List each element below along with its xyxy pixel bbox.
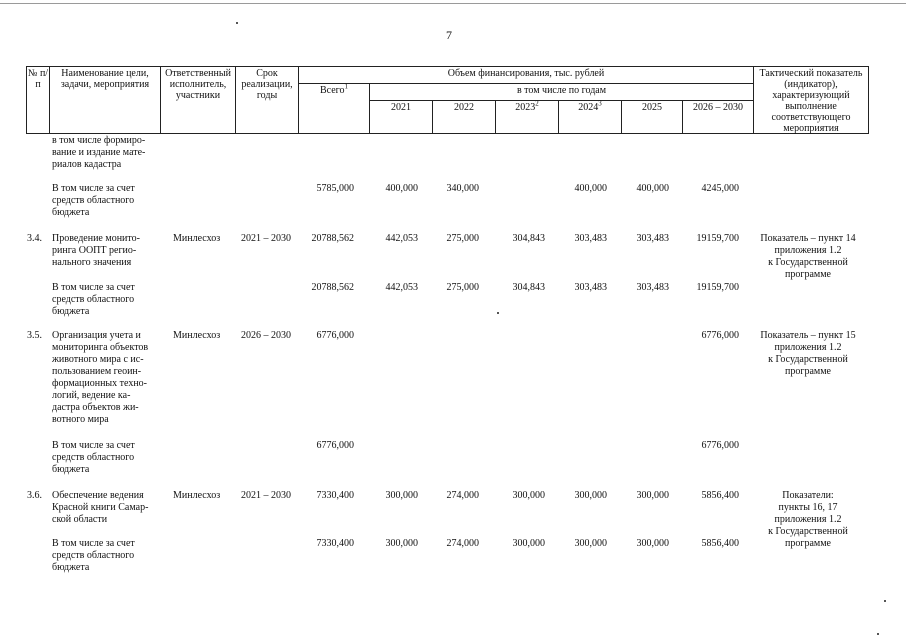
description-line: бюджета <box>52 464 90 475</box>
row-total: 5785,000 <box>316 183 354 194</box>
header-no <box>26 66 50 134</box>
row-year-value: 19159,700 <box>696 233 739 244</box>
row-description <box>52 233 160 269</box>
description-line: логий, ведение ка- <box>52 390 131 401</box>
row-year-value: 300,000 <box>385 538 418 549</box>
description-line: ринга ООПТ регио- <box>52 245 137 256</box>
row-total: 20788,562 <box>311 282 354 293</box>
row-year-value: 400,000 <box>636 183 669 194</box>
row-year-value: 4245,000 <box>701 183 739 194</box>
indicator-line: Показатель – пункт 14 <box>760 233 856 244</box>
indicator-line: к Государственной <box>768 257 848 268</box>
scan-speck <box>877 633 879 635</box>
header-funding <box>298 66 754 84</box>
page-number: 7 <box>446 28 452 42</box>
header-year-2026-2030 <box>682 100 754 134</box>
row-description <box>52 282 160 318</box>
description-line: Организация учета и <box>52 330 141 341</box>
row-description <box>52 183 160 219</box>
description-line: риалов кадастра <box>52 159 122 170</box>
header-by-years-label: в том числе по годам <box>516 85 607 96</box>
row-year-value: 300,000 <box>636 490 669 501</box>
description-line: вотного мира <box>52 414 109 425</box>
description-line: В том числе за счет <box>52 538 135 549</box>
header-total <box>298 83 370 134</box>
header-indicator-label: Тактический показатель (индикатор), характеризующий выполнение соответствующего мероприятия <box>759 68 863 134</box>
header-name-label: Наименование цели, задачи, мероприятия <box>60 68 150 90</box>
description-line: В том числе за счет <box>52 440 135 451</box>
description-line: бюджета <box>52 562 90 573</box>
row-year-value: 300,000 <box>385 490 418 501</box>
header-by-years <box>369 83 754 101</box>
indicator-line: программе <box>785 269 831 280</box>
indicator-line: приложения 1.2 <box>774 342 842 353</box>
description-line: пользованием геоин- <box>52 366 142 377</box>
row-year-value: 303,483 <box>574 233 607 244</box>
row-year-value: 300,000 <box>574 490 607 501</box>
header-year-2024 <box>558 100 622 134</box>
row-indicator <box>752 330 864 378</box>
row-year-value: 19159,700 <box>696 282 739 293</box>
header-total-footnote: 1 <box>344 82 349 91</box>
header-responsible-label: Ответственный исполнитель, участники <box>165 68 231 101</box>
indicator-line: Показатель – пункт 15 <box>760 330 856 341</box>
description-line: бюджета <box>52 207 90 218</box>
header-year-2023 <box>495 100 559 134</box>
header-funding-label: Объем финансирования, тыс. рублей <box>447 68 605 79</box>
description-line: средств областного <box>52 452 135 463</box>
description-line: вание и издание мате- <box>52 147 146 158</box>
description-line: Проведение монито- <box>52 233 140 244</box>
row-year-value: 275,000 <box>446 282 479 293</box>
row-responsible: Минлесхоз <box>173 330 221 341</box>
header-no-label: № п/п <box>27 68 49 90</box>
row-number: 3.4. <box>27 233 42 244</box>
row-description <box>52 135 160 171</box>
description-line: нального значения <box>52 257 132 268</box>
description-line: Красной книги Самар- <box>52 502 149 513</box>
header-year-2021 <box>369 100 433 134</box>
scan-speck <box>497 312 499 314</box>
indicator-line: пункты 16, 17 <box>778 502 838 513</box>
indicator-line: к Государственной <box>768 354 848 365</box>
row-description <box>52 538 160 574</box>
row-year-value: 300,000 <box>636 538 669 549</box>
description-line: в том числе формиро- <box>52 135 146 146</box>
header-year-label: 2023$^2$ <box>515 99 539 113</box>
row-year-value: 6776,000 <box>701 440 739 451</box>
row-year-value: 303,483 <box>636 282 669 293</box>
row-year-value: 300,000 <box>512 490 545 501</box>
description-line: дастра объектов жи- <box>52 402 139 413</box>
indicator-line: приложения 1.2 <box>774 245 842 256</box>
header-name <box>49 66 161 134</box>
scan-speck <box>236 22 238 24</box>
row-year-value: 400,000 <box>385 183 418 194</box>
indicator-line: Показатели: <box>782 490 834 501</box>
row-term: 2021 – 2030 <box>241 233 291 244</box>
row-year-value: 304,843 <box>512 282 545 293</box>
row-year-value: 6776,000 <box>701 330 739 341</box>
row-year-value: 300,000 <box>512 538 545 549</box>
header-term <box>235 66 299 134</box>
row-year-value: 442,053 <box>385 282 418 293</box>
row-description <box>52 330 160 426</box>
row-indicator <box>752 233 864 281</box>
description-line: средств областного <box>52 195 135 206</box>
header-total-label: Всего$^1$ <box>319 82 349 96</box>
row-year-value: 274,000 <box>446 490 479 501</box>
row-year-value: 303,483 <box>636 233 669 244</box>
description-line: ской области <box>52 514 108 525</box>
indicator-line: программе <box>785 538 831 549</box>
row-number: 3.5. <box>27 330 42 341</box>
indicator-line: к Государственной <box>768 526 848 537</box>
row-year-value: 5856,400 <box>701 490 739 501</box>
description-line: формационных техно- <box>52 378 148 389</box>
row-year-value: 303,483 <box>574 282 607 293</box>
row-responsible: Минлесхоз <box>173 233 221 244</box>
description-line: средств областного <box>52 294 135 305</box>
row-year-value: 275,000 <box>446 233 479 244</box>
indicator-line: программе <box>785 366 831 377</box>
header-indicator <box>753 66 869 134</box>
description-line: Обеспечение ведения <box>52 490 144 501</box>
description-line: средств областного <box>52 550 135 561</box>
row-total: 7330,400 <box>316 538 354 549</box>
row-description <box>52 440 160 476</box>
row-year-value: 304,843 <box>512 233 545 244</box>
header-responsible <box>160 66 236 134</box>
header-year-label: 2025 <box>642 102 662 113</box>
row-description <box>52 490 160 526</box>
header-year-2025 <box>621 100 683 134</box>
row-term: 2026 – 2030 <box>241 330 291 341</box>
row-year-value: 274,000 <box>446 538 479 549</box>
row-number: 3.6. <box>27 490 42 501</box>
description-line: бюджета <box>52 306 90 317</box>
row-total: 20788,562 <box>311 233 354 244</box>
row-term: 2021 – 2030 <box>241 490 291 501</box>
indicator-line: приложения 1.2 <box>774 514 842 525</box>
description-line: животного мира с ис- <box>52 354 144 365</box>
description-line: В том числе за счет <box>52 282 135 293</box>
header-year-label: 2024$^3$ <box>578 99 602 113</box>
row-total: 6776,000 <box>316 330 354 341</box>
description-line: В том числе за счет <box>52 183 135 194</box>
row-total: 6776,000 <box>316 440 354 451</box>
row-year-value: 340,000 <box>446 183 479 194</box>
row-year-value: 442,053 <box>385 233 418 244</box>
header-term-label: Срок реализации, годы <box>241 68 293 101</box>
row-year-value: 5856,400 <box>701 538 739 549</box>
header-year-label: 2022 <box>454 102 474 113</box>
header-year-2022 <box>432 100 496 134</box>
row-responsible: Минлесхоз <box>173 490 221 501</box>
page-top-border <box>0 3 906 4</box>
description-line: мониторинга объектов <box>52 342 149 353</box>
row-total: 7330,400 <box>316 490 354 501</box>
row-year-value: 400,000 <box>574 183 607 194</box>
row-year-value: 300,000 <box>574 538 607 549</box>
scan-speck <box>884 600 886 602</box>
row-indicator <box>752 490 864 550</box>
header-year-label: 2026 – 2030 <box>693 102 743 113</box>
header-year-label: 2021 <box>391 102 411 113</box>
